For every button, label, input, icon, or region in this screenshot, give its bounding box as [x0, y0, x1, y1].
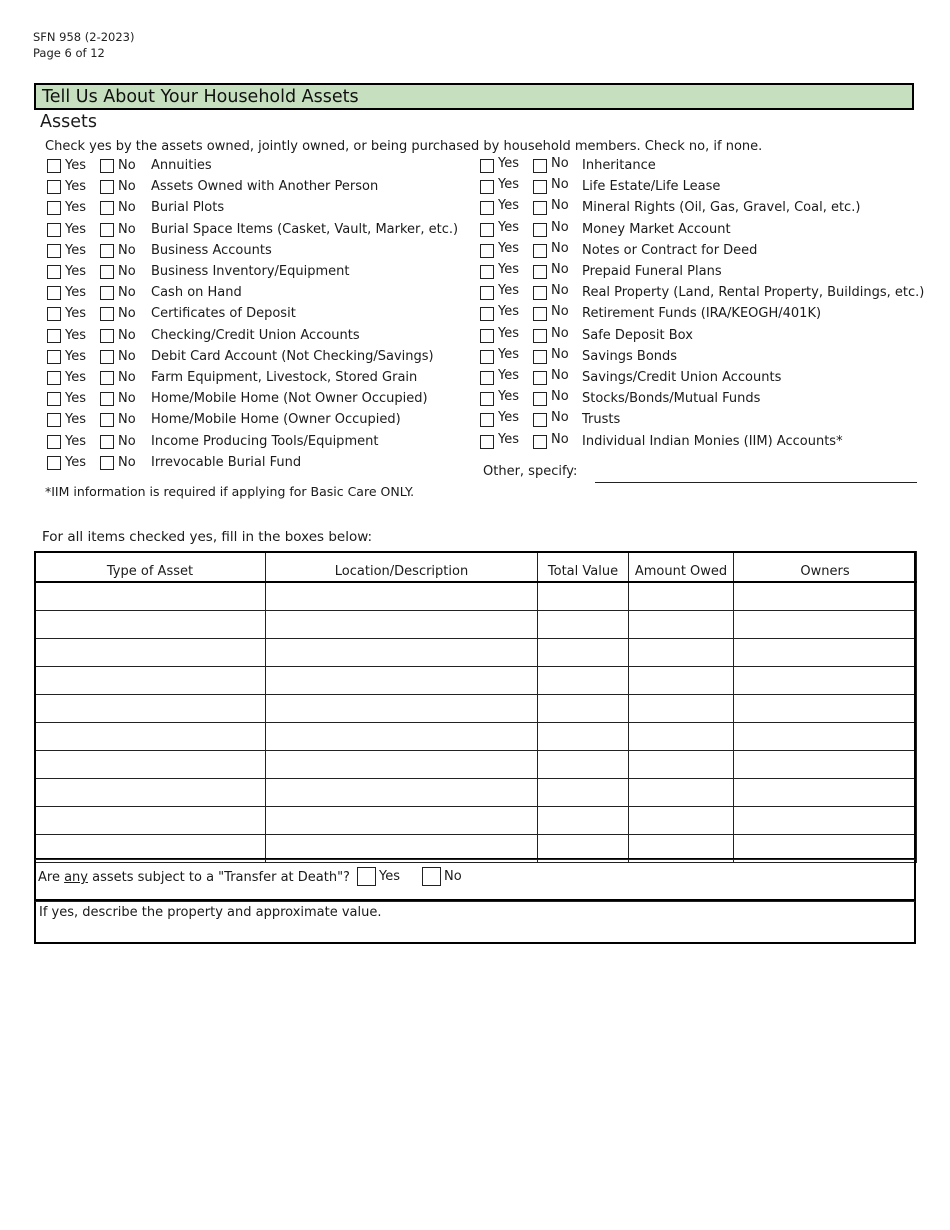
- right-item-6-label: Real Property (Land, Rental Property, Buildings, etc.): [582, 285, 925, 300]
- left-item-5-yes-checkbox[interactable]: [47, 265, 61, 279]
- right-item-7-no-label: No: [551, 304, 569, 319]
- cell-amount-owed[interactable]: [629, 611, 734, 639]
- fill-instruction: For all items checked yes, fill in the boxes below:: [42, 529, 373, 545]
- right-item-12-yes-label: Yes: [498, 410, 519, 425]
- transfer-yes-label: Yes: [379, 869, 400, 884]
- right-item-13-yes-label: Yes: [498, 432, 519, 447]
- left-item-13-yes-checkbox[interactable]: [47, 435, 61, 449]
- instructions: Check yes by the assets owned, jointly owned, or being purchased by household members. Check no, if none.: [45, 139, 763, 154]
- left-item-0-no-checkbox[interactable]: [100, 159, 114, 173]
- right-item-0-no-checkbox[interactable]: [533, 159, 547, 173]
- left-item-14-yes-checkbox[interactable]: [47, 456, 61, 470]
- right-item-11-yes-checkbox[interactable]: [480, 392, 494, 406]
- left-item-5-no-checkbox[interactable]: [100, 265, 114, 279]
- left-item-5-yes-label: Yes: [65, 264, 86, 279]
- right-item-10-no-checkbox[interactable]: [533, 371, 547, 385]
- right-item-11-yes-label: Yes: [498, 389, 519, 404]
- cell-owners[interactable]: [734, 723, 917, 751]
- right-item-0-label: Inheritance: [582, 158, 656, 173]
- right-item-2-no-checkbox[interactable]: [533, 201, 547, 215]
- right-item-3-no-checkbox[interactable]: [533, 223, 547, 237]
- col-total-value: Total Value: [538, 552, 629, 583]
- left-item-13-yes-label: Yes: [65, 434, 86, 449]
- left-item-7-yes-checkbox[interactable]: [47, 307, 61, 321]
- left-item-6-yes-label: Yes: [65, 285, 86, 300]
- table-row: [35, 582, 917, 611]
- cell-owners[interactable]: [734, 667, 917, 695]
- right-item-7-yes-label: Yes: [498, 304, 519, 319]
- left-item-6-no-checkbox[interactable]: [100, 286, 114, 300]
- right-item-13-no-label: No: [551, 432, 569, 447]
- right-item-12-no-checkbox[interactable]: [533, 413, 547, 427]
- right-item-7-label: Retirement Funds (IRA/KEOGH/401K): [582, 306, 822, 321]
- table-row: [35, 611, 917, 639]
- left-item-14-label: Irrevocable Burial Fund: [151, 455, 302, 470]
- right-item-6-yes-checkbox[interactable]: [480, 286, 494, 300]
- left-item-5-no-label: No: [118, 264, 136, 279]
- right-item-9-no-checkbox[interactable]: [533, 350, 547, 364]
- cell-total-value[interactable]: [538, 582, 629, 611]
- right-item-9-no-label: No: [551, 347, 569, 362]
- left-item-3-no-checkbox[interactable]: [100, 223, 114, 237]
- right-item-12-no-label: No: [551, 410, 569, 425]
- right-item-8-label: Safe Deposit Box: [582, 328, 693, 343]
- right-item-7-yes-checkbox[interactable]: [480, 307, 494, 321]
- cell-total-value[interactable]: [538, 807, 629, 835]
- cell-total-value[interactable]: [538, 611, 629, 639]
- right-item-4-yes-checkbox[interactable]: [480, 244, 494, 258]
- section-subtitle: Assets: [40, 112, 97, 132]
- cell-amount-owed[interactable]: [629, 639, 734, 667]
- left-item-7-no-checkbox[interactable]: [100, 307, 114, 321]
- cell-owners[interactable]: [734, 807, 917, 835]
- left-item-13-no-checkbox[interactable]: [100, 435, 114, 449]
- left-item-0-label: Annuities: [151, 158, 212, 173]
- cell-amount-owed[interactable]: [629, 807, 734, 835]
- section-title: Tell Us About Your Household Assets: [34, 83, 914, 110]
- left-item-9-label: Debit Card Account (Not Checking/Savings): [151, 349, 434, 364]
- right-item-4-no-checkbox[interactable]: [533, 244, 547, 258]
- cell-total-value[interactable]: [538, 723, 629, 751]
- left-item-2-yes-label: Yes: [65, 200, 86, 215]
- describe-property-field[interactable]: [34, 901, 916, 944]
- cell-amount-owed[interactable]: [629, 723, 734, 751]
- cell-owners[interactable]: [734, 751, 917, 779]
- tad-emphasis: any: [64, 870, 88, 885]
- cell-owners[interactable]: [734, 779, 917, 807]
- left-item-1-yes-checkbox[interactable]: [47, 180, 61, 194]
- left-item-7-yes-label: Yes: [65, 306, 86, 321]
- right-item-9-yes-label: Yes: [498, 347, 519, 362]
- right-item-5-no-label: No: [551, 262, 569, 277]
- table-row: [35, 723, 917, 751]
- right-item-10-no-label: No: [551, 368, 569, 383]
- left-item-9-yes-checkbox[interactable]: [47, 350, 61, 364]
- cell-total-value[interactable]: [538, 639, 629, 667]
- left-item-2-no-checkbox[interactable]: [100, 201, 114, 215]
- left-item-11-no-checkbox[interactable]: [100, 392, 114, 406]
- right-item-0-yes-label: Yes: [498, 156, 519, 171]
- cell-owners[interactable]: [734, 695, 917, 723]
- assets-table: [34, 551, 917, 863]
- left-item-10-yes-checkbox[interactable]: [47, 371, 61, 385]
- table-row: [35, 639, 917, 667]
- left-item-5-label: Business Inventory/Equipment: [151, 264, 350, 279]
- left-item-2-yes-checkbox[interactable]: [47, 201, 61, 215]
- left-item-12-label: Home/Mobile Home (Owner Occupied): [151, 412, 401, 427]
- right-item-4-label: Notes or Contract for Deed: [582, 243, 758, 258]
- right-item-1-no-checkbox[interactable]: [533, 180, 547, 194]
- right-item-9-label: Savings Bonds: [582, 349, 678, 364]
- left-item-8-label: Checking/Credit Union Accounts: [151, 328, 360, 343]
- right-item-0-yes-checkbox[interactable]: [480, 159, 494, 173]
- left-item-10-label: Farm Equipment, Livestock, Stored Grain: [151, 370, 418, 385]
- right-item-6-no-checkbox[interactable]: [533, 286, 547, 300]
- left-item-3-label: Burial Space Items (Casket, Vault, Marker, etc.): [151, 222, 459, 237]
- right-item-8-no-label: No: [551, 326, 569, 341]
- left-item-3-yes-label: Yes: [65, 222, 86, 237]
- table-row: [35, 751, 917, 779]
- right-item-2-yes-checkbox[interactable]: [480, 201, 494, 215]
- transfer-no-label: No: [444, 869, 462, 884]
- left-item-1-no-checkbox[interactable]: [100, 180, 114, 194]
- left-item-7-label: Certificates of Deposit: [151, 306, 296, 321]
- transfer-yes-checkbox[interactable]: [357, 867, 376, 886]
- cell-owners[interactable]: [734, 639, 917, 667]
- cell-type-of-asset[interactable]: [35, 611, 266, 639]
- left-item-0-yes-label: Yes: [65, 158, 86, 173]
- right-item-1-label: Life Estate/Life Lease: [582, 179, 721, 194]
- left-item-1-label: Assets Owned with Another Person: [151, 179, 379, 194]
- cell-location-description[interactable]: [266, 779, 538, 807]
- cell-type-of-asset[interactable]: [35, 695, 266, 723]
- left-item-10-yes-label: Yes: [65, 370, 86, 385]
- left-item-11-label: Home/Mobile Home (Not Owner Occupied): [151, 391, 428, 406]
- right-item-3-yes-label: Yes: [498, 220, 519, 235]
- right-item-11-label: Stocks/Bonds/Mutual Funds: [582, 391, 761, 406]
- tad-prefix: Are: [38, 870, 65, 885]
- cell-location-description[interactable]: [266, 723, 538, 751]
- right-item-13-label: Individual Indian Monies (IIM) Accounts*: [582, 434, 843, 449]
- cell-type-of-asset[interactable]: [35, 667, 266, 695]
- cell-total-value[interactable]: [538, 779, 629, 807]
- left-item-8-no-checkbox[interactable]: [100, 329, 114, 343]
- right-item-6-yes-label: Yes: [498, 283, 519, 298]
- left-item-7-no-label: No: [118, 306, 136, 321]
- left-item-12-no-label: No: [118, 412, 136, 427]
- cell-owners[interactable]: [734, 582, 917, 611]
- right-item-5-yes-checkbox[interactable]: [480, 265, 494, 279]
- right-item-7-no-checkbox[interactable]: [533, 307, 547, 321]
- left-item-12-yes-label: Yes: [65, 412, 86, 427]
- left-item-11-yes-checkbox[interactable]: [47, 392, 61, 406]
- left-item-12-no-checkbox[interactable]: [100, 413, 114, 427]
- left-item-13-no-label: No: [118, 434, 136, 449]
- transfer-at-death-question: [38, 870, 350, 885]
- transfer-at-death-row: [34, 859, 916, 901]
- cell-type-of-asset[interactable]: [35, 582, 266, 611]
- other-specify-label: Other, specify:: [483, 464, 578, 479]
- cell-location-description[interactable]: [266, 639, 538, 667]
- cell-location-description[interactable]: [266, 695, 538, 723]
- cell-type-of-asset[interactable]: [35, 807, 266, 835]
- right-item-1-no-label: No: [551, 177, 569, 192]
- left-item-8-no-label: No: [118, 328, 136, 343]
- right-item-2-no-label: No: [551, 198, 569, 213]
- right-item-8-yes-checkbox[interactable]: [480, 329, 494, 343]
- cell-type-of-asset[interactable]: [35, 779, 266, 807]
- right-item-5-yes-label: Yes: [498, 262, 519, 277]
- cell-total-value[interactable]: [538, 695, 629, 723]
- left-item-2-no-label: No: [118, 200, 136, 215]
- right-item-10-yes-label: Yes: [498, 368, 519, 383]
- right-item-2-yes-label: Yes: [498, 198, 519, 213]
- other-specify-field[interactable]: [595, 482, 917, 483]
- left-item-14-no-checkbox[interactable]: [100, 456, 114, 470]
- left-item-11-no-label: No: [118, 391, 136, 406]
- left-item-10-no-label: No: [118, 370, 136, 385]
- cell-amount-owed[interactable]: [629, 667, 734, 695]
- cell-type-of-asset[interactable]: [35, 639, 266, 667]
- left-item-8-yes-checkbox[interactable]: [47, 329, 61, 343]
- table-row: [35, 695, 917, 723]
- cell-type-of-asset[interactable]: [35, 751, 266, 779]
- left-item-4-label: Business Accounts: [151, 243, 272, 258]
- cell-amount-owed[interactable]: [629, 695, 734, 723]
- right-item-11-no-checkbox[interactable]: [533, 392, 547, 406]
- left-item-14-no-label: No: [118, 455, 136, 470]
- left-item-6-label: Cash on Hand: [151, 285, 242, 300]
- right-item-0-no-label: No: [551, 156, 569, 171]
- left-item-12-yes-checkbox[interactable]: [47, 413, 61, 427]
- col-amount-owed: Amount Owed: [629, 552, 734, 583]
- cell-total-value[interactable]: [538, 667, 629, 695]
- table-row: [35, 807, 917, 835]
- left-item-1-no-label: No: [118, 179, 136, 194]
- right-item-3-yes-checkbox[interactable]: [480, 223, 494, 237]
- right-item-1-yes-checkbox[interactable]: [480, 180, 494, 194]
- right-item-12-label: Trusts: [582, 412, 621, 427]
- left-item-2-label: Burial Plots: [151, 200, 225, 215]
- cell-location-description[interactable]: [266, 582, 538, 611]
- cell-location-description[interactable]: [266, 667, 538, 695]
- right-item-4-yes-label: Yes: [498, 241, 519, 256]
- cell-type-of-asset[interactable]: [35, 723, 266, 751]
- right-item-4-no-label: No: [551, 241, 569, 256]
- right-item-10-label: Savings/Credit Union Accounts: [582, 370, 782, 385]
- right-item-5-no-checkbox[interactable]: [533, 265, 547, 279]
- left-item-14-yes-label: Yes: [65, 455, 86, 470]
- right-item-12-yes-checkbox[interactable]: [480, 413, 494, 427]
- left-item-9-no-checkbox[interactable]: [100, 350, 114, 364]
- left-item-11-yes-label: Yes: [65, 391, 86, 406]
- left-item-9-yes-label: Yes: [65, 349, 86, 364]
- describe-property-label: If yes, describe the property and approximate value.: [39, 905, 382, 920]
- left-item-1-yes-label: Yes: [65, 179, 86, 194]
- right-item-6-no-label: No: [551, 283, 569, 298]
- left-item-4-no-label: No: [118, 243, 136, 258]
- cell-total-value[interactable]: [538, 751, 629, 779]
- right-item-8-no-checkbox[interactable]: [533, 329, 547, 343]
- left-item-3-no-label: No: [118, 222, 136, 237]
- left-item-3-yes-checkbox[interactable]: [47, 223, 61, 237]
- right-item-5-label: Prepaid Funeral Plans: [582, 264, 722, 279]
- right-item-9-yes-checkbox[interactable]: [480, 350, 494, 364]
- right-item-2-label: Mineral Rights (Oil, Gas, Gravel, Coal, etc.): [582, 200, 861, 215]
- col-location-description: Location/Description: [266, 552, 538, 583]
- tad-suffix: assets subject to a "Transfer at Death"?: [88, 870, 350, 885]
- right-item-13-yes-checkbox[interactable]: [480, 435, 494, 449]
- right-item-1-yes-label: Yes: [498, 177, 519, 192]
- footnote: *IIM information is required if applying for Basic Care ONLY.: [45, 484, 415, 499]
- left-item-10-no-checkbox[interactable]: [100, 371, 114, 385]
- table-row: [35, 667, 917, 695]
- left-item-6-no-label: No: [118, 285, 136, 300]
- right-item-10-yes-checkbox[interactable]: [480, 371, 494, 385]
- table-row: [35, 779, 917, 807]
- left-item-4-yes-label: Yes: [65, 243, 86, 258]
- col-type-of-asset: Type of Asset: [35, 552, 266, 583]
- left-item-8-yes-label: Yes: [65, 328, 86, 343]
- col-owners: Owners: [734, 552, 917, 583]
- left-item-0-yes-checkbox[interactable]: [47, 159, 61, 173]
- cell-amount-owed[interactable]: [629, 751, 734, 779]
- page-number: Page 6 of 12: [33, 46, 105, 60]
- right-item-8-yes-label: Yes: [498, 326, 519, 341]
- cell-location-description[interactable]: [266, 611, 538, 639]
- left-item-4-no-checkbox[interactable]: [100, 244, 114, 258]
- left-item-9-no-label: No: [118, 349, 136, 364]
- left-item-0-no-label: No: [118, 158, 136, 173]
- right-item-11-no-label: No: [551, 389, 569, 404]
- right-item-3-no-label: No: [551, 220, 569, 235]
- right-item-3-label: Money Market Account: [582, 222, 731, 237]
- left-item-6-yes-checkbox[interactable]: [47, 286, 61, 300]
- cell-location-description[interactable]: [266, 751, 538, 779]
- cell-owners[interactable]: [734, 611, 917, 639]
- left-item-13-label: Income Producing Tools/Equipment: [151, 434, 379, 449]
- transfer-no-checkbox[interactable]: [422, 867, 441, 886]
- cell-amount-owed[interactable]: [629, 582, 734, 611]
- cell-location-description[interactable]: [266, 807, 538, 835]
- right-item-13-no-checkbox[interactable]: [533, 435, 547, 449]
- table-header-row: [35, 552, 917, 583]
- form-id: SFN 958 (2-2023): [33, 30, 135, 44]
- left-item-4-yes-checkbox[interactable]: [47, 244, 61, 258]
- cell-amount-owed[interactable]: [629, 779, 734, 807]
